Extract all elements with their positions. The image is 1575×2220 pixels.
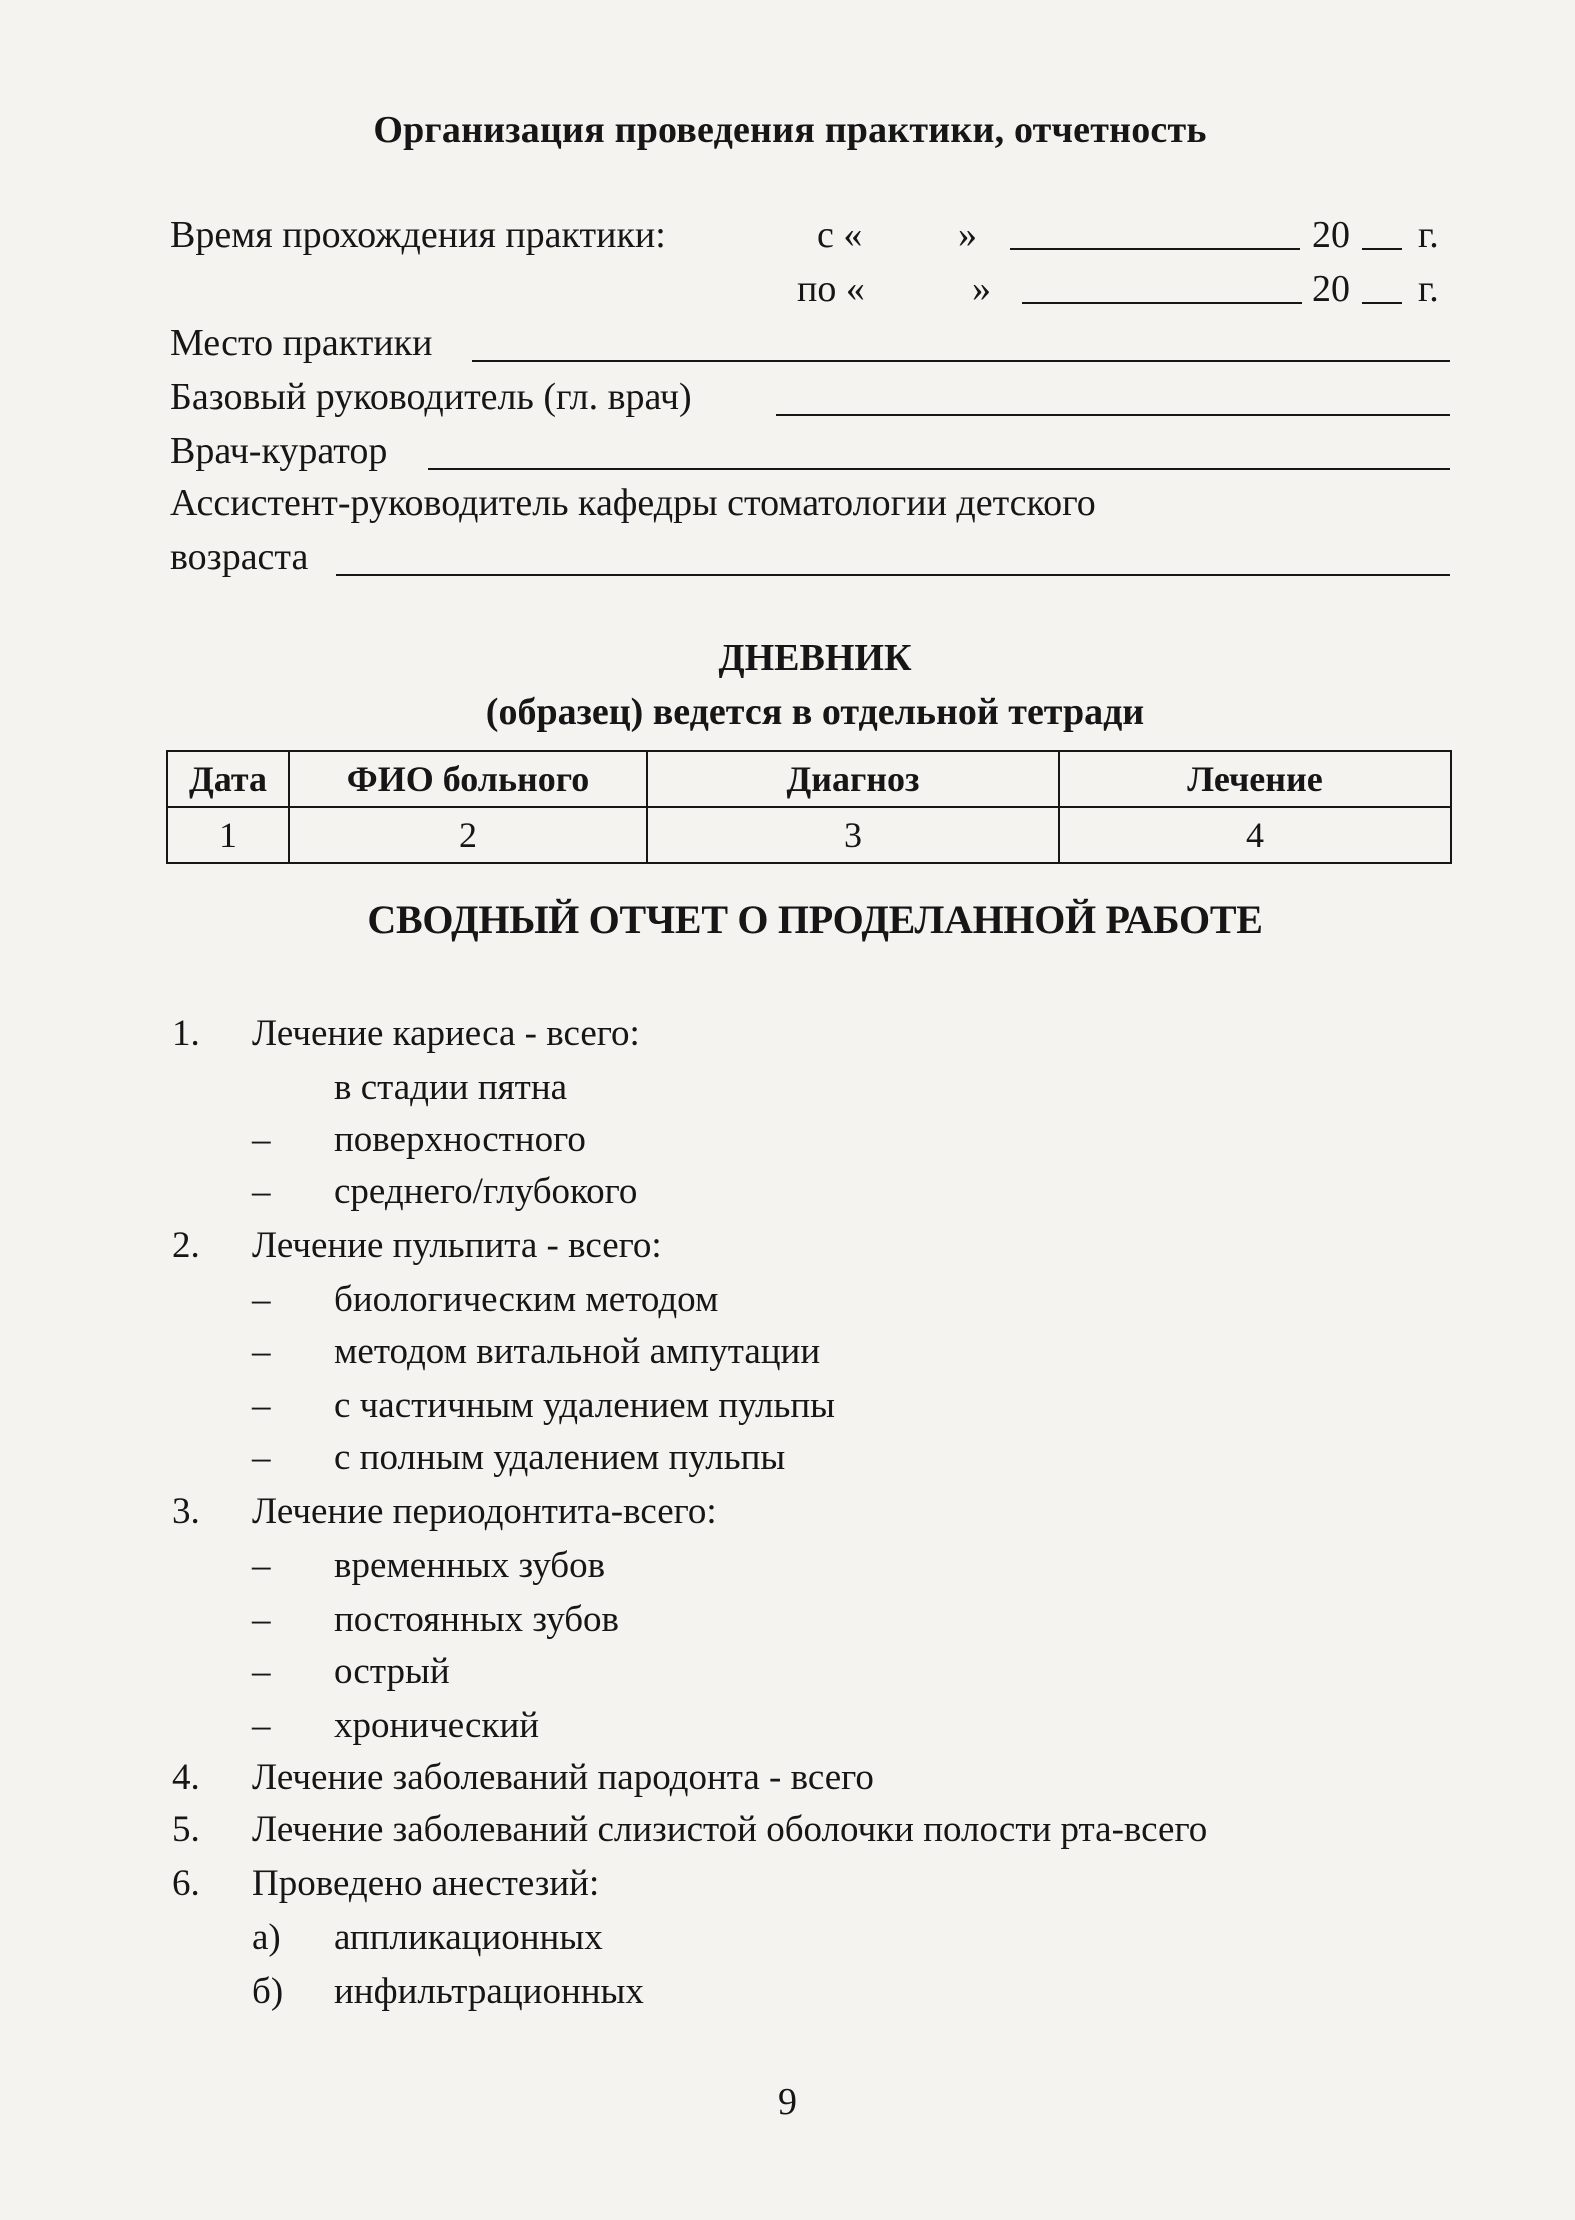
to-year-prefix: 20 bbox=[1312, 268, 1350, 310]
diary-header-patient: ФИО больного bbox=[289, 751, 647, 807]
to-year-suffix: г. bbox=[1418, 268, 1439, 310]
subitem-text: аппликационных bbox=[334, 1917, 603, 1958]
subitem-text: с частичным удалением пульпы bbox=[334, 1385, 836, 1426]
practice-time-label: Время прохождения практики: bbox=[170, 214, 666, 256]
subitem-text: биологическим методом bbox=[334, 1279, 719, 1320]
subitem-letter: а) bbox=[252, 1917, 281, 1958]
to-year-field[interactable] bbox=[1362, 282, 1402, 304]
place-field[interactable] bbox=[472, 340, 1450, 362]
subitem-dash: – bbox=[252, 1331, 271, 1372]
item-number: 3. bbox=[172, 1491, 200, 1532]
to-open-quote: по « bbox=[797, 268, 865, 310]
diary-header-treatment: Лечение bbox=[1059, 751, 1451, 807]
curator-label: Врач-куратор bbox=[170, 430, 388, 472]
base-head-field[interactable] bbox=[776, 394, 1450, 416]
subitem-text: хронический bbox=[334, 1705, 540, 1746]
subitem-text: методом витальной ампутации bbox=[334, 1331, 821, 1372]
subitem-text: острый bbox=[334, 1651, 450, 1692]
from-year-prefix: 20 bbox=[1312, 214, 1350, 256]
subitem-dash: – bbox=[252, 1171, 271, 1212]
item-number: 4. bbox=[172, 1757, 200, 1798]
diary-cell: 2 bbox=[289, 807, 647, 863]
assistant-label-line1: Ассистент-руководитель кафедры стоматологии детского bbox=[170, 482, 1096, 524]
subitem-dash: – bbox=[252, 1599, 271, 1640]
diary-cell: 3 bbox=[647, 807, 1059, 863]
diary-cell: 4 bbox=[1059, 807, 1451, 863]
subitem-text: инфильтрационных bbox=[334, 1971, 644, 2012]
item-number: 1. bbox=[172, 1013, 200, 1054]
subitem-text: в стадии пятна bbox=[334, 1067, 568, 1108]
subitem-dash: – bbox=[252, 1705, 271, 1746]
subitem-text: поверхностного bbox=[334, 1119, 586, 1160]
subitem-dash: – bbox=[252, 1385, 271, 1426]
assistant-field[interactable] bbox=[336, 554, 1450, 576]
report-title: СВОДНЫЙ ОТЧЕТ О ПРОДЕЛАННОЙ РАБОТЕ bbox=[367, 897, 1263, 942]
item-text: Лечение заболеваний слизистой оболочки полости рта-всего bbox=[252, 1809, 1208, 1850]
to-close-quote: » bbox=[972, 268, 991, 310]
place-label: Место практики bbox=[170, 322, 433, 364]
subitem-dash: – bbox=[252, 1651, 271, 1692]
item-text: Лечение периодонтита-всего: bbox=[252, 1491, 717, 1532]
diary-example-row bbox=[167, 807, 1451, 863]
page-number: 9 bbox=[778, 2081, 797, 2123]
item-text: Проведено анестезий: bbox=[252, 1863, 600, 1904]
to-date-field[interactable] bbox=[1022, 282, 1302, 304]
from-close-quote: » bbox=[958, 214, 977, 256]
subitem-dash: – bbox=[252, 1437, 271, 1478]
subitem-text: с полным удалением пульпы bbox=[334, 1437, 786, 1478]
diary-title: ДНЕВНИК bbox=[718, 637, 912, 679]
subitem-letter: б) bbox=[252, 1971, 284, 2012]
diary-table bbox=[166, 750, 1452, 864]
diary-cell: 1 bbox=[167, 807, 289, 863]
from-year-field[interactable] bbox=[1362, 228, 1402, 250]
item-number: 6. bbox=[172, 1863, 200, 1904]
item-number: 5. bbox=[172, 1809, 200, 1850]
item-number: 2. bbox=[172, 1225, 200, 1266]
subitem-dash: – bbox=[252, 1279, 271, 1320]
from-open-quote: с « bbox=[817, 214, 863, 256]
curator-field[interactable] bbox=[428, 448, 1450, 470]
from-date-field[interactable] bbox=[1010, 228, 1300, 250]
item-text: Лечение пульпита - всего: bbox=[252, 1225, 662, 1266]
item-text: Лечение кариеса - всего: bbox=[252, 1013, 640, 1054]
subitem-dash: – bbox=[252, 1119, 271, 1160]
base-head-label: Базовый руководитель (гл. врач) bbox=[170, 376, 692, 418]
item-text: Лечение заболеваний пародонта - всего bbox=[252, 1757, 874, 1798]
diary-header-date: Дата bbox=[167, 751, 289, 807]
section-title: Организация проведения практики, отчетность bbox=[373, 109, 1207, 151]
diary-header-row bbox=[167, 751, 1451, 807]
diary-header-diagnosis: Диагноз bbox=[647, 751, 1059, 807]
assistant-label-line2: возраста bbox=[170, 536, 309, 578]
subitem-text: среднего/глубокого bbox=[334, 1171, 638, 1212]
subitem-text: постоянных зубов bbox=[334, 1599, 619, 1640]
subitem-text: временных зубов bbox=[334, 1545, 606, 1586]
subitem-dash: – bbox=[252, 1545, 271, 1586]
from-year-suffix: г. bbox=[1418, 214, 1439, 256]
diary-subtitle: (образец) ведется в отдельной тетради bbox=[485, 691, 1145, 733]
